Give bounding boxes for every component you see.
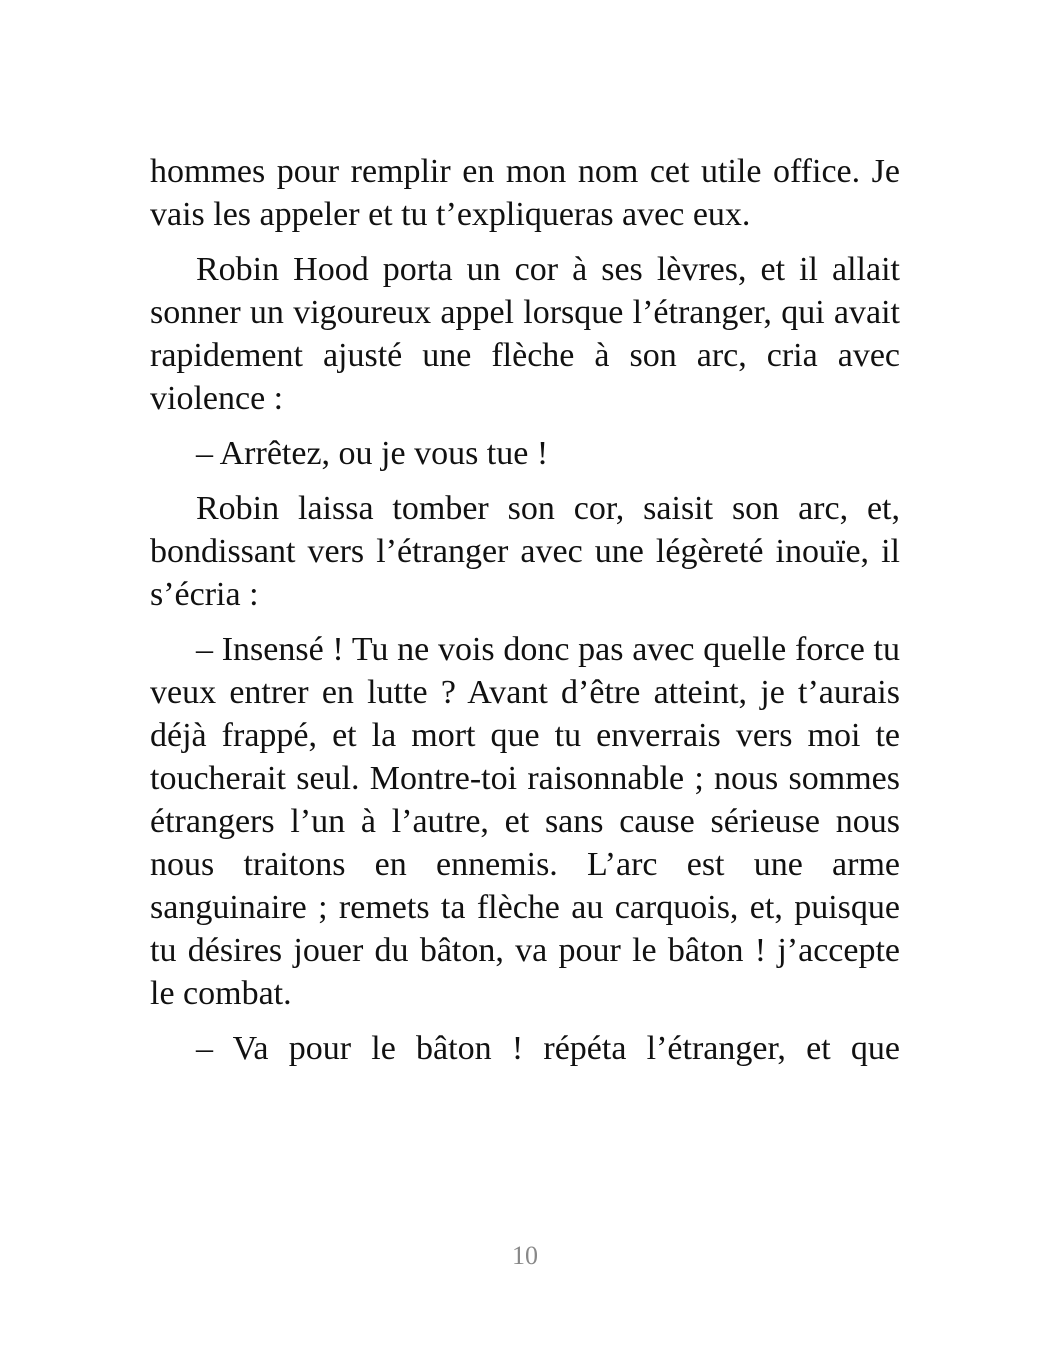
paragraph-1: hommes pour remplir en mon nom cet utile office. Je vais les appeler et tu t’expliqueras avec eux. xyxy=(150,153,900,233)
page-number: 10 xyxy=(512,1241,538,1270)
paragraph-4: Robin laissa tomber son cor, saisit son arc, et, bondissant vers l’étranger avec une légèreté inouïe, il s’écria : xyxy=(150,490,900,613)
paragraph-3: – Arrêtez, ou je vous tue ! xyxy=(196,435,549,472)
paragraph-6: – Va pour le bâton ! répéta l’étranger, et que xyxy=(196,1030,900,1067)
paragraph-2: Robin Hood porta un cor à ses lèvres, et il allait sonner un vigoureux appel lorsque l’étranger, qui avait rapidement ajusté une flèche à son arc, cria avec violence : xyxy=(150,251,900,417)
body-text xyxy=(150,150,900,1082)
paragraph-5: – Insensé ! Tu ne vois donc pas avec quelle force tu veux entrer en lutte ? Avant d’être atteint, je t’aurais déjà frappé, et la mort que tu enverrais vers moi te toucherait seul. Montre-toi raisonnable ; nous sommes étrangers l’un à l’autre, et sans cause sérieuse nous nous traitons en ennemis. L’arc est une arme sanguinaire ; remets ta flèche au carquois, et, puisque tu désires jouer du bâton, va pour le bâton ! j’accepte le combat. xyxy=(150,631,900,1012)
